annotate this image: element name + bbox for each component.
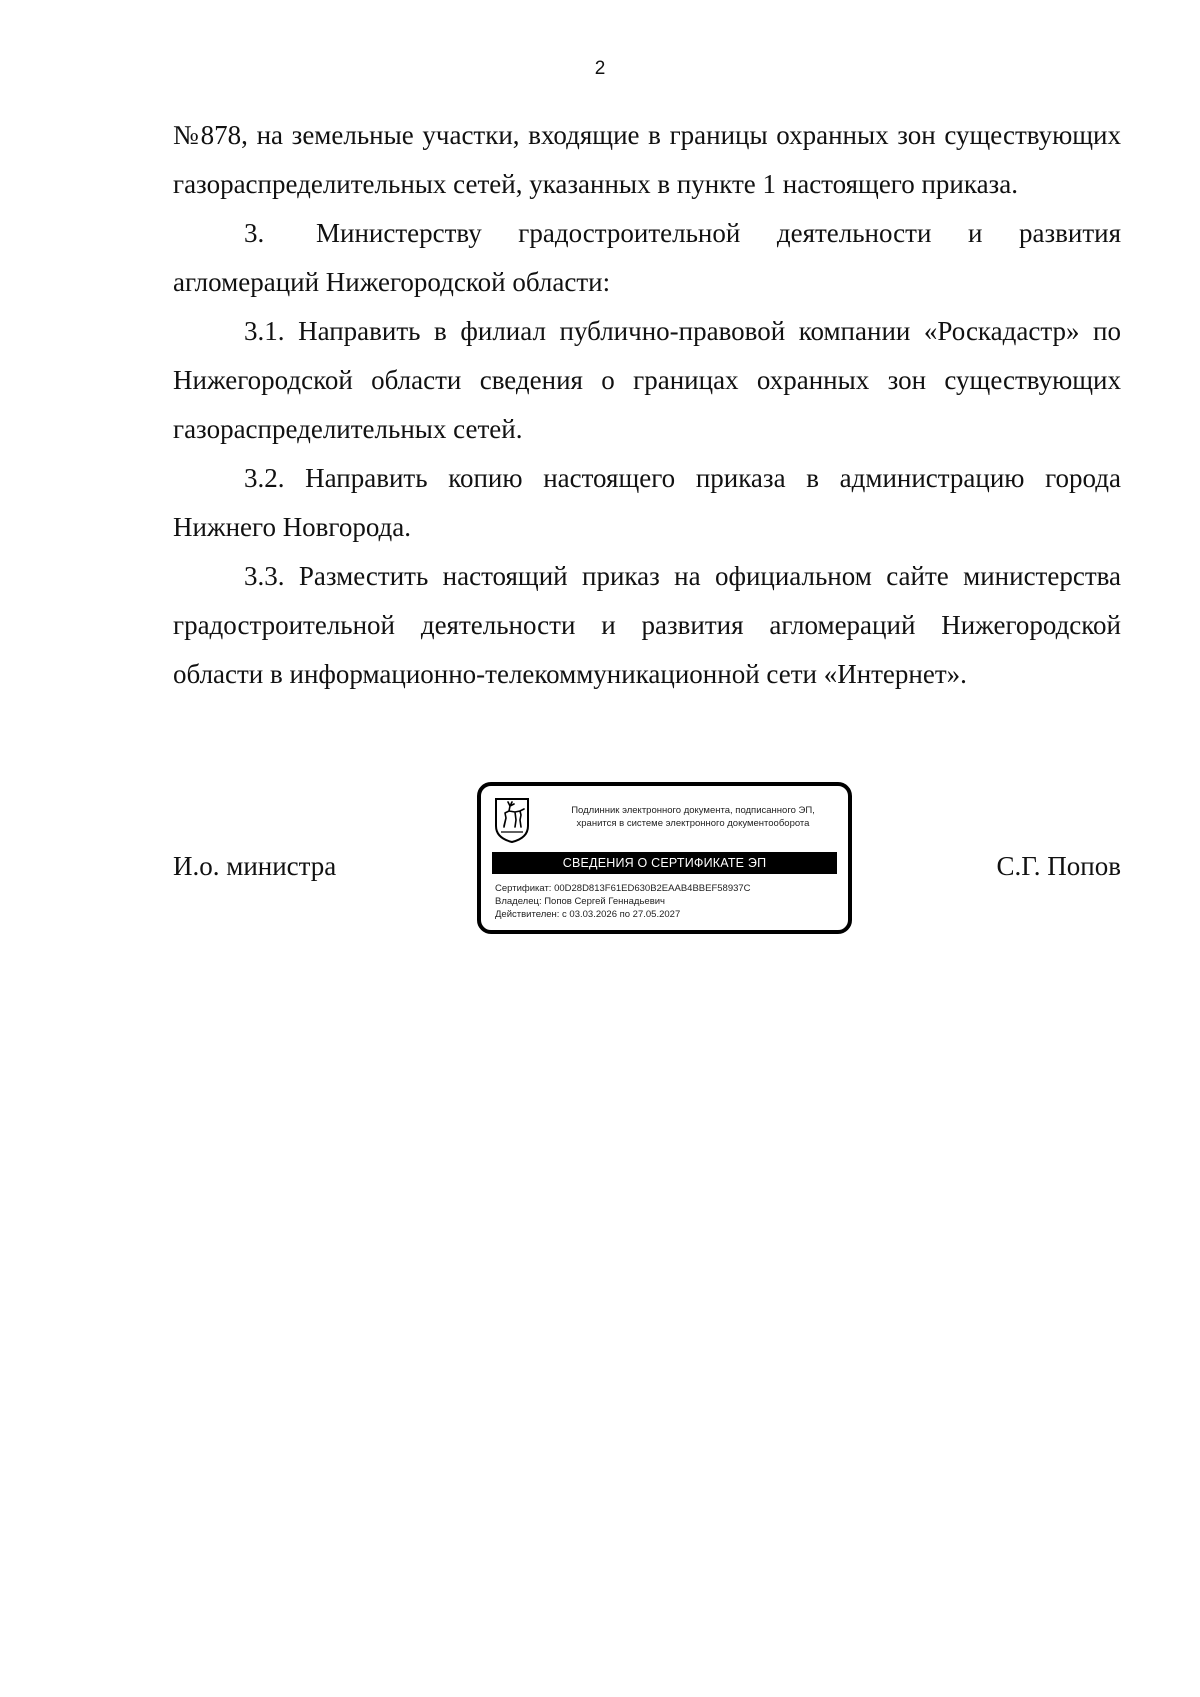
item-text: Министерству градостроительной деятельности и развития агломераций Нижегородской области:	[173, 218, 1121, 297]
electronic-signature-stamp	[477, 782, 852, 934]
signatory-position: И.о. министра	[173, 851, 337, 881]
stamp-header	[543, 804, 843, 830]
paragraph-item-3-2: 3.2. Направить копию настоящего приказа в администрацию города Нижнего Новгорода.	[173, 463, 1121, 542]
certificate-details	[495, 882, 751, 921]
item-number: 3.	[244, 218, 265, 248]
signatory-name: С.Г. Попов	[996, 851, 1121, 881]
certificate-owner: Владелец: Попов Сергей Геннадьевич	[495, 896, 666, 907]
coat-of-arms-icon	[493, 796, 531, 844]
stamp-title-bar: СВЕДЕНИЯ О СЕРТИФИКАТЕ ЭП	[492, 852, 837, 874]
signature-block	[173, 778, 1121, 944]
certificate-validity: Действителен: с 03.03.2026 по 27.05.2027	[495, 909, 681, 920]
stamp-header-line: Подлинник электронного документа, подписанного ЭП,	[571, 805, 815, 816]
document-body	[173, 111, 1121, 699]
paragraph-item-3-1: 3.1. Направить в филиал публично-правовой компании «Роскадастр» по Нижегородской области сведения о границах охранных зон существующих газораспределительных сетей.	[173, 316, 1121, 444]
paragraph-item-3	[173, 209, 1121, 307]
stamp-header-line: хранится в системе электронного документооборота	[576, 818, 810, 829]
page-number: 2	[594, 58, 606, 79]
certificate-number: Сертификат: 00D28D813F61ED630B2EAAB4BBEF58937C	[495, 883, 751, 894]
paragraph-continuation: №878, на земельные участки, входящие в границы охранных зон существующих газораспределительных сетей, указанных в пункте 1 настоящего приказа.	[173, 120, 1121, 199]
paragraph-item-3-3: 3.3. Разместить настоящий приказ на официальном сайте министерства градостроительной деятельности и развития агломераций Нижегородской области в информационно-телекоммуникационной сети «Интернет».	[173, 561, 1121, 689]
